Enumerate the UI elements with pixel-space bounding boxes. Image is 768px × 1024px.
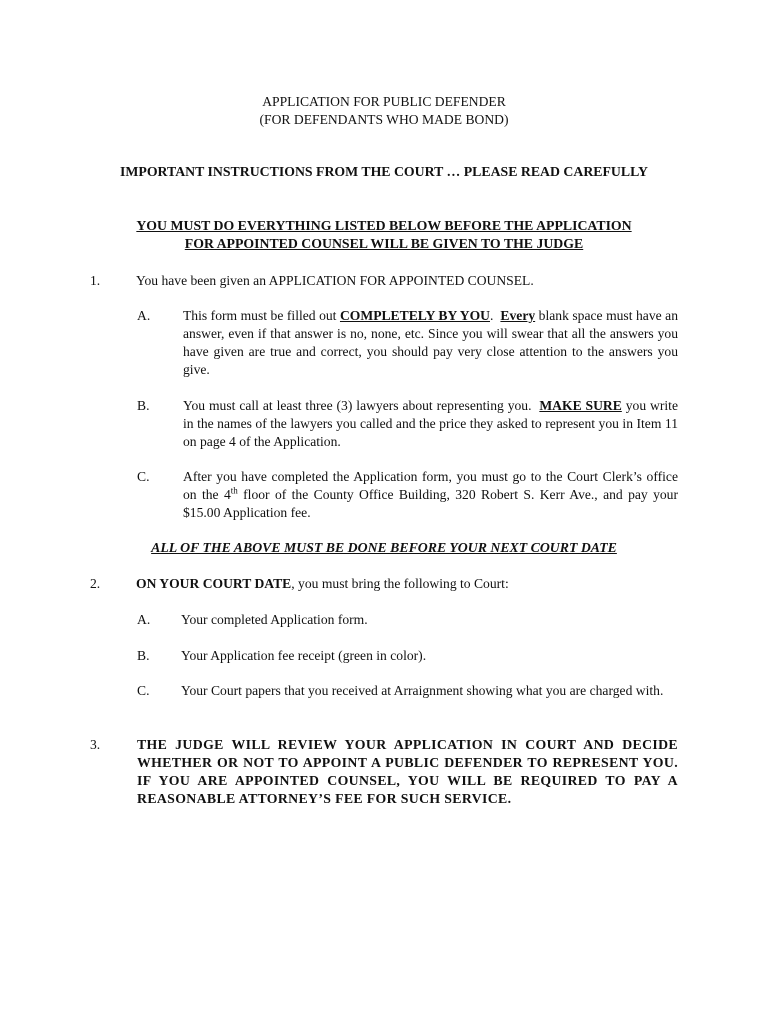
item-1a-text: This form must be filled out COMPLETELY BY YOU. Every blank space must have an answer, even if that answer is no, none, etc. Since you will swear that all the answers you have given are true and correct, you should pay very close attention to the answers you give. <box>183 308 679 377</box>
item-3-text: THE JUDGE WILL REVIEW YOUR APPLICATION IN COURT AND DECIDE WHETHER OR NOT TO APPOINT A PUBLIC DEFENDER TO REPRESENT YOU. IF YOU ARE APPOINTED COUNSEL, YOU WILL BE REQUIRED TO PAY A REASONABLE ATTORNEY’S FEE FOR SUCH SERVICE. <box>137 737 678 806</box>
item-1-number: 1. <box>90 273 101 288</box>
item-2b-letter: B. <box>137 648 150 663</box>
ordinal-suffix: th <box>230 485 238 496</box>
item-2c-letter: C. <box>137 683 150 698</box>
item-2c-text: Your Court papers that you received at Arraignment showing what you are charged with. <box>181 683 664 698</box>
important-notice: IMPORTANT INSTRUCTIONS FROM THE COURT … PLEASE READ CAREFULLY <box>120 164 648 179</box>
must-line-2: FOR APPOINTED COUNSEL WILL BE GIVEN TO THE JUDGE <box>184 236 584 251</box>
title-line-2: (FOR DEFENDANTS WHO MADE BOND) <box>259 112 509 127</box>
item-2a-text: Your completed Application form. <box>181 612 368 627</box>
item-1b-letter: B. <box>137 398 150 413</box>
must-line-1: YOU MUST DO EVERYTHING LISTED BELOW BEFORE THE APPLICATION <box>136 218 632 233</box>
item-2a-letter: A. <box>137 612 151 627</box>
item-1c-letter: C. <box>137 469 150 484</box>
make-sure-emphasis: MAKE SURE <box>539 398 622 413</box>
item-1a-letter: A. <box>137 308 151 323</box>
item-1b-text: You must call at least three (3) lawyers about representing you. MAKE SURE you write in the names of the lawyers you called and the price they asked to represent you in Item 11 on page 4 of the Application. <box>183 398 678 449</box>
item-2-text: ON YOUR COURT DATE, you must bring the following to Court: <box>136 576 509 591</box>
must-do-heading <box>0 217 768 253</box>
court-date-emphasis: ON YOUR COURT DATE <box>136 576 292 591</box>
item-1-text: You have been given an APPLICATION FOR APPOINTED COUNSEL. <box>136 273 534 288</box>
title-line-1: APPLICATION FOR PUBLIC DEFENDER <box>262 94 506 109</box>
item-3-number: 3. <box>90 737 101 752</box>
every-emphasis: Every <box>500 308 536 323</box>
document-title <box>0 93 768 129</box>
deadline-warning: ALL OF THE ABOVE MUST BE DONE BEFORE YOUR NEXT COURT DATE <box>151 540 617 555</box>
completely-by-you: COMPLETELY BY YOU <box>339 308 490 323</box>
item-1c-text: After you have completed the Application form, you must go to the Court Clerk’s office on the 4th floor of the County Office Building, 320 Robert S. Kerr Ave., and pay your $15.00 Application fee. <box>183 469 679 520</box>
item-2b-text: Your Application fee receipt (green in color). <box>181 648 427 663</box>
item-2-number: 2. <box>90 576 101 591</box>
